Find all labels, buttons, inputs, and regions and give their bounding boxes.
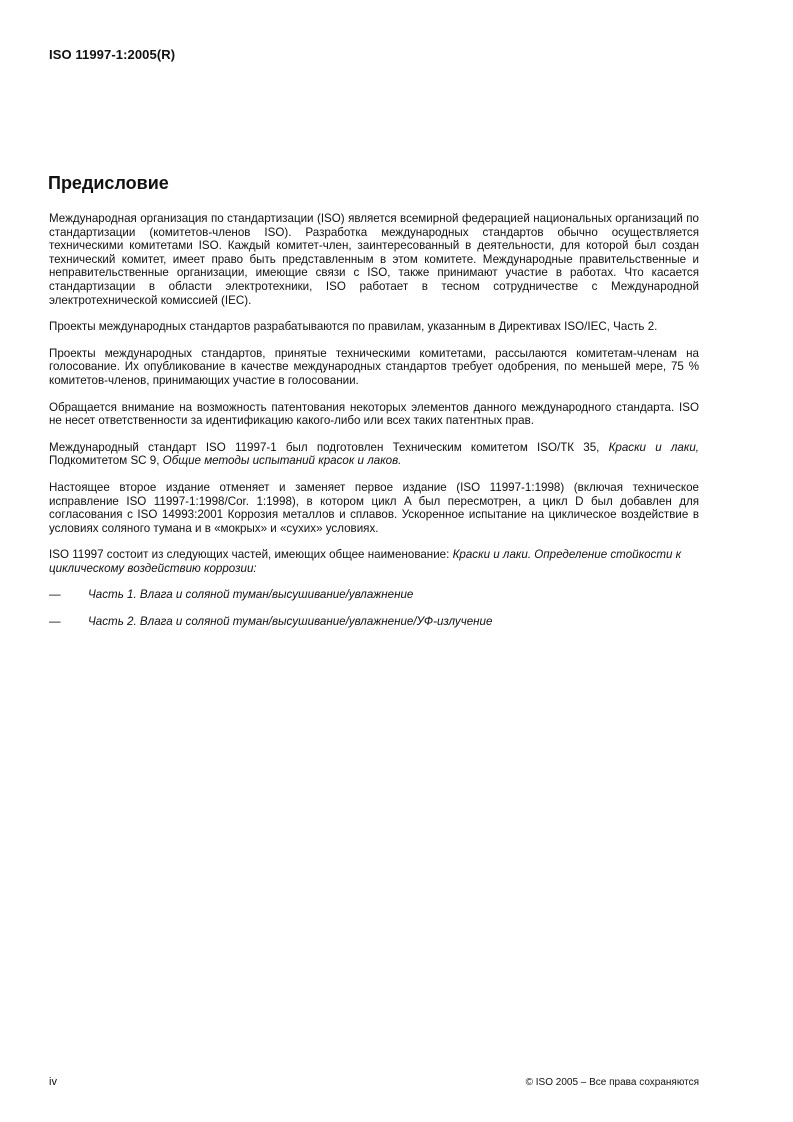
list-dash: — xyxy=(49,588,61,602)
paragraph-parts-intro xyxy=(49,548,699,575)
subcommittee-text: Подкомитетом SC 9, xyxy=(49,454,163,468)
parts-intro-text: ISO 11997 состоит из следующих частей, имеющих общее наименование: xyxy=(49,548,453,562)
document-id: ISO 11997-1:2005(R) xyxy=(49,47,176,62)
paragraph-patents: Обращается внимание на возможность патентования некоторых элементов данного международного стандарта. ISO не несет ответственности за идентификацию какого-либо или всех таких патентных прав. xyxy=(49,400,699,428)
committee-title: Краски и лаки, xyxy=(608,440,699,454)
list-item xyxy=(49,588,699,602)
list-item xyxy=(49,615,699,629)
paragraph-edition: Настоящее второе издание отменяет и заменяет первое издание (ISO 11997-1:1998) (включая техническое исправление ISO 11997-1:1998/Cor. 1:1998), в котором цикл A был пересмотрен, а цикл D был добавлен для согласования с ISO 14993:2001 Коррозия металлов и сплавов. Ускоренное испытание на циклическое воздействие в условиях соляного тумана и в «мокрых» и «сухих» условиях. xyxy=(49,480,699,535)
parts-general-title: Краски и лаки. Определение стойкости к циклическому воздействию коррозии: xyxy=(49,548,682,575)
paragraph-voting: Проекты международных стандартов, принятые техническими комитетами, рассылаются комитетам-членам на голосование. Их опубликование в качестве международных стандартов требует одобрения, по меньшей мере, 75 % комитетов-членов, принимающих участие в голосовании. xyxy=(49,346,699,387)
paragraph-drafting-rules: Проекты международных стандартов разрабатываются по правилам, указанным в Директивах ISO/IEC, Часть 2. xyxy=(49,320,658,334)
foreword-body xyxy=(49,212,699,642)
copyright-notice: © ISO 2005 – Все права сохраняются xyxy=(525,1077,699,1088)
list-dash: — xyxy=(49,615,61,629)
subcommittee-title: Общие методы испытаний красок и лаков. xyxy=(162,454,402,468)
paragraph-committee xyxy=(49,441,699,468)
paragraph-iso-overview: Международная организация по стандартизации (ISO) является всемирной федерацией национальных организаций по стандартизации (комитетов-членов ISO). Разработка международных стандартов обычно осуществляется техническими комитетами ISO. Каждый комитет-член, заинтересованный в деятельности, для которой был создан технический комитет, имеет право быть представленным в этом комитете. Международные правительственные и неправительственные организации, имеющие связи с ISO, также принимают участие в работах. Что касается стандартизации в области электротехники, ISO работает в тесном сотрудничестве с Международной электротехнической комиссией (IEC). xyxy=(49,212,699,307)
page-title: Предисловие xyxy=(48,173,169,193)
list-item-text: Часть 1. Влага и соляной туман/высушивание/увлажнение xyxy=(88,588,414,602)
committee-text: Международный стандарт ISO 11997-1 был подготовлен Техническим комитетом ISO/ТК 35, xyxy=(49,440,609,454)
list-item-text: Часть 2. Влага и соляной туман/высушивание/увлажнение/УФ-излучение xyxy=(88,615,493,629)
page-number: iv xyxy=(49,1076,57,1088)
